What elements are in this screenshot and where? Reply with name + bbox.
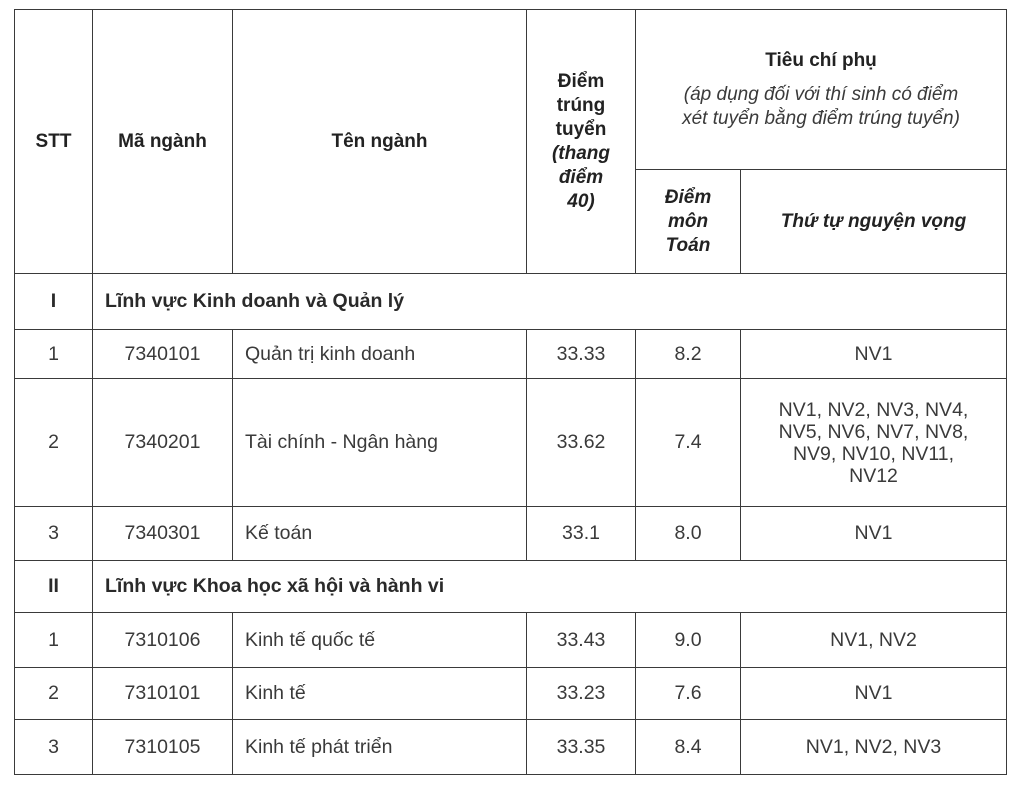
- header-diem-scale: (thang: [551, 142, 611, 164]
- header-tieu-chi-note: (áp dụng đối với thí sinh có điểm: [683, 83, 959, 105]
- header-toan-line: Điểm: [664, 186, 712, 208]
- cell-ma-nganh: 7310105: [93, 720, 233, 775]
- header-diem-scale: điểm: [558, 166, 604, 188]
- cell-diem: 33.33: [527, 330, 636, 379]
- cell-stt: 3: [15, 507, 93, 561]
- section-title: Lĩnh vực Kinh doanh và Quản lý: [93, 274, 1007, 330]
- cell-stt: 3: [15, 720, 93, 775]
- cell-stt: 2: [15, 379, 93, 507]
- section-id: II: [15, 561, 93, 613]
- cell-diem-toan: 9.0: [636, 613, 741, 668]
- nv-line: NV9, NV10, NV11,: [792, 442, 955, 465]
- header-stt: STT: [15, 10, 93, 274]
- header-toan-line: Toán: [665, 234, 711, 256]
- cell-nguyen-vong: NV1, NV2: [741, 613, 1007, 668]
- cell-stt: 2: [15, 668, 93, 720]
- cell-stt: 1: [15, 613, 93, 668]
- cell-nguyen-vong: NV1, NV2, NV3: [741, 720, 1007, 775]
- table-row: [15, 720, 1007, 775]
- cell-ten-nganh: Tài chính - Ngân hàng: [233, 379, 527, 507]
- header-ma-nganh: Mã ngành: [93, 10, 233, 274]
- header-tieu-chi-title: Tiêu chí phụ: [765, 49, 877, 71]
- section-title: Lĩnh vực Khoa học xã hội và hành vi: [93, 561, 1007, 613]
- header-diem-trung-tuyen: [527, 10, 636, 274]
- header-tieu-chi-phu: [636, 10, 1007, 170]
- nv-line: NV1, NV2, NV3, NV4,: [778, 398, 969, 421]
- cell-ma-nganh: 7310106: [93, 613, 233, 668]
- nv-line: NV5, NV6, NV7, NV8,: [778, 420, 969, 443]
- header-diem-scale: 40): [567, 190, 595, 212]
- header-tieu-chi-note: xét tuyển bằng điểm trúng tuyển): [682, 107, 960, 129]
- header-toan-line: môn: [667, 210, 709, 232]
- cell-ten-nganh: Quản trị kinh doanh: [233, 330, 527, 379]
- table-row: [15, 507, 1007, 561]
- nv-line: NV12: [849, 464, 898, 487]
- admission-score-table: [14, 9, 1007, 775]
- cell-stt: 1: [15, 330, 93, 379]
- cell-nguyen-vong: NV1: [741, 330, 1007, 379]
- cell-diem: 33.43: [527, 613, 636, 668]
- cell-nguyen-vong: NV1: [741, 668, 1007, 720]
- cell-nguyen-vong: NV1: [741, 507, 1007, 561]
- header-diem-line: tuyển: [555, 118, 607, 140]
- cell-diem-toan: 8.4: [636, 720, 741, 775]
- table-row: [15, 330, 1007, 379]
- cell-diem: 33.1: [527, 507, 636, 561]
- cell-diem-toan: 7.4: [636, 379, 741, 507]
- header-thu-tu-nguyen-vong: Thứ tự nguyện vọng: [741, 170, 1007, 274]
- table-row: [15, 379, 1007, 507]
- table-row: [15, 668, 1007, 720]
- cell-ten-nganh: Kinh tế quốc tế: [233, 613, 527, 668]
- cell-diem-toan: 8.0: [636, 507, 741, 561]
- header-row-1: [15, 10, 1007, 170]
- table-row: [15, 613, 1007, 668]
- cell-ma-nganh: 7340101: [93, 330, 233, 379]
- cell-diem: 33.35: [527, 720, 636, 775]
- cell-ma-nganh: 7310101: [93, 668, 233, 720]
- cell-ten-nganh: Kinh tế: [233, 668, 527, 720]
- cell-nguyen-vong: [741, 379, 1007, 507]
- cell-ma-nganh: 7340201: [93, 379, 233, 507]
- header-ten-nganh: Tên ngành: [233, 10, 527, 274]
- header-diem-line: Điểm: [557, 70, 605, 92]
- cell-diem: 33.23: [527, 668, 636, 720]
- header-diem-mon-toan: [636, 170, 741, 274]
- cell-diem-toan: 7.6: [636, 668, 741, 720]
- section-id: I: [15, 274, 93, 330]
- header-diem-line: trúng: [556, 94, 606, 116]
- cell-ma-nganh: 7340301: [93, 507, 233, 561]
- section-row: [15, 561, 1007, 613]
- section-row: [15, 274, 1007, 330]
- cell-ten-nganh: Kế toán: [233, 507, 527, 561]
- cell-diem-toan: 8.2: [636, 330, 741, 379]
- cell-ten-nganh: Kinh tế phát triển: [233, 720, 527, 775]
- cell-diem: 33.62: [527, 379, 636, 507]
